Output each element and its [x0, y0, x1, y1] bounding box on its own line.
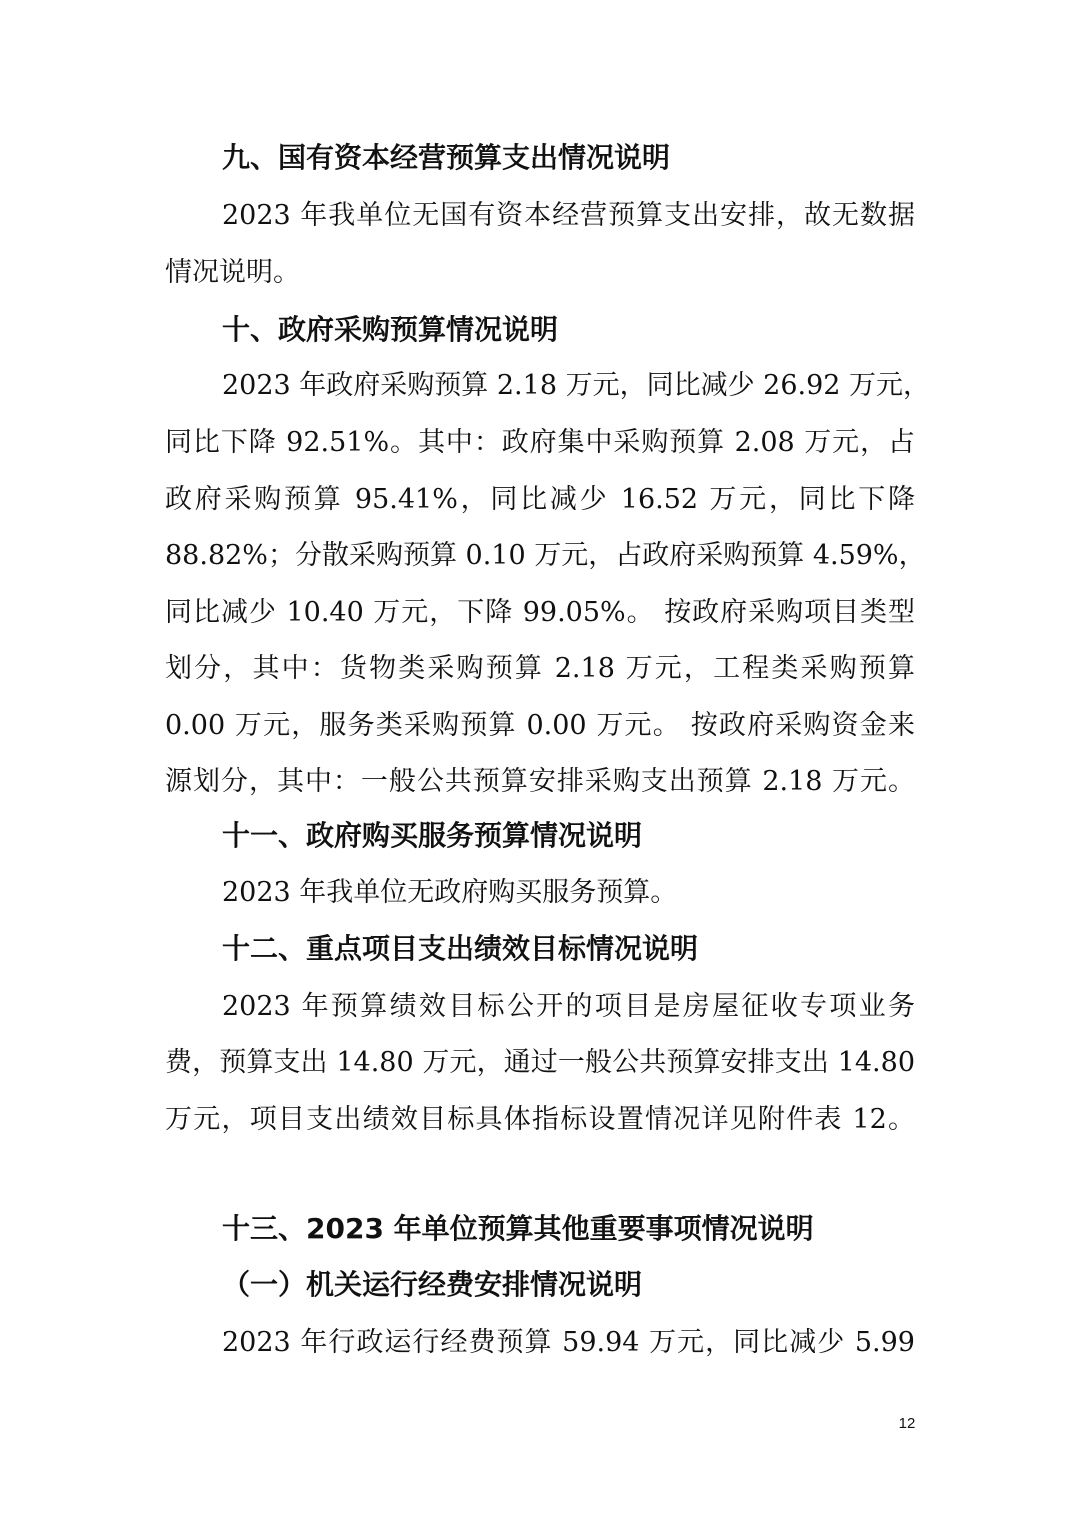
section-10-line-2: 同比下降 92.51%。其中：政府集中采购预算 2.08 万元，占 — [165, 427, 915, 458]
section-10-line-1: 2023 年政府采购预算 2.18 万元，同比减少 26.92 万元， — [222, 370, 931, 401]
section-13-heading: 十三、2023 年单位预算其他重要事项情况说明 — [222, 1212, 814, 1245]
section-12-line-1: 2023 年预算绩效目标公开的项目是房屋征收专项业务 — [222, 991, 915, 1022]
section-10-line-4: 88.82%；分散采购预算 0.10 万元，占政府采购预算 4.59%， — [165, 540, 926, 571]
page-number: 12 — [898, 1415, 916, 1432]
section-12-heading: 十二、重点项目支出绩效目标情况说明 — [222, 932, 699, 965]
section-10-heading: 十、政府采购预算情况说明 — [222, 313, 559, 346]
section-13-line-1: 2023 年行政运行经费预算 59.94 万元，同比减少 5.99 — [222, 1327, 915, 1358]
section-9-line-2: 情况说明。 — [165, 257, 300, 288]
section-12-line-3: 万元，项目支出绩效目标具体指标设置情况详见附件表 12。 — [165, 1104, 915, 1135]
section-9-line-1: 2023 年我单位无国有资本经营预算支出安排，故无数据 — [222, 200, 915, 231]
section-10-line-8: 源划分，其中：一般公共预算安排采购支出预算 2.18 万元。 — [165, 766, 915, 797]
section-10-line-3: 政府采购预算 95.41%，同比减少 16.52 万元，同比下降 — [165, 484, 915, 515]
section-10-line-6: 划分，其中：货物类采购预算 2.18 万元，工程类采购预算 — [165, 653, 915, 684]
section-11-heading: 十一、政府购买服务预算情况说明 — [222, 819, 643, 852]
section-11-line-1: 2023 年我单位无政府购买服务预算。 — [222, 877, 678, 908]
section-12-line-2: 费，预算支出 14.80 万元，通过一般公共预算安排支出 14.80 — [165, 1047, 915, 1078]
section-10-line-5: 同比减少 10.40 万元，下降 99.05%。 按政府采购项目类型 — [165, 597, 915, 628]
section-9-heading: 九、国有资本经营预算支出情况说明 — [222, 141, 671, 174]
section-13-subheading: （一）机关运行经费安排情况说明 — [222, 1268, 643, 1301]
section-10-line-7: 0.00 万元，服务类采购预算 0.00 万元。 按政府采购资金来 — [165, 710, 915, 741]
